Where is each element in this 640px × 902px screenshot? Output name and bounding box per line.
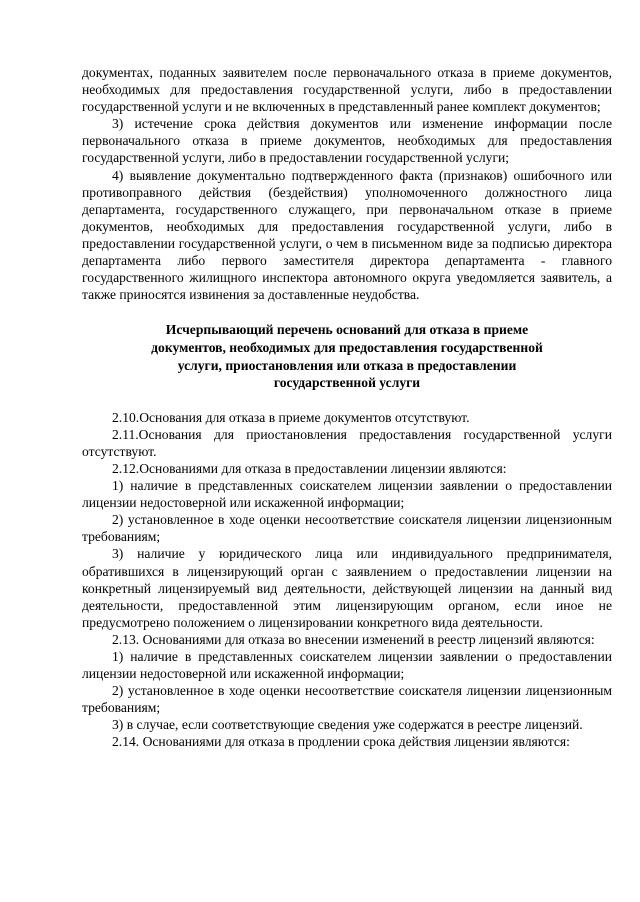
heading-line: государственной услуги xyxy=(273,375,421,391)
paragraph-item-4: 4) выявление документально подтвержденного факта (признаков) ошибочного или противоправного действия (бездействия) уполномоченного должностного лица департамента, государственного служащего, при первоначальном отказе в приеме документов, необходимых для предоставления государственной услуги, либо в предоставлении государственной услуги, о чем в письменном виде за подписью директора департамента либо первого заместителя директора департамента - главного государственного жилищного инспектора автономного округа уведомляется заявитель, а также приносятся извинения за доставленные неудобства. xyxy=(82,167,612,303)
paragraph-item-3: 3) истечение срока действия документов или изменение информации после первоначального отказа в приеме документов, необходимых для предоставления государственной услуги, либо в предоставлении государственной услуги; xyxy=(82,116,612,166)
paragraph-2-14: 2.14. Основаниями для отказа в продлении срока действия лицензии являются: xyxy=(112,734,570,750)
heading-line: Исчерпывающий перечень оснований для отказа в приеме xyxy=(165,322,529,338)
paragraph-2-13-item-2: 2) установленное в ходе оценки несоответствие соискателя лицензии лицензионным требованиям; xyxy=(82,683,612,716)
paragraph-2-12-item-2: 2) установленное в ходе оценки несоответствие соискателя лицензии лицензионным требованиям; xyxy=(82,512,612,545)
paragraph-2-12-item-3: 3) наличие у юридического лица или индивидуального предпринимателя, обратившихся в лицензирующий орган с заявлением о предоставлении лицензии на конкретный лицензируемый вид деятельности, действующей лицензии на данный вид деятельности, предоставленной этим лицензирующим органом, если иное не предусмотрено положением о лицензировании конкретного вида деятельности. xyxy=(82,546,612,630)
bottom-section xyxy=(82,409,612,751)
section-heading xyxy=(82,321,612,391)
paragraph-2-13-item-1: 1) наличие в представленных соискателем лицензии заявлении о предоставлении лицензии недостоверной или искаженной информации; xyxy=(82,649,612,682)
paragraph-2-13: 2.13. Основаниями для отказа во внесении изменений в реестр лицензий являются: xyxy=(112,631,595,647)
paragraph-2-13-item-3: 3) в случае, если соответствующие сведения уже содержатся в реестре лицензий. xyxy=(112,717,583,733)
paragraph-2-11: 2.11.Основания для приостановления предоставления государственной услуги отсутствуют. xyxy=(82,426,612,459)
paragraph-2-12: 2.12.Основаниями для отказа в предоставлении лицензии являются: xyxy=(112,460,507,476)
heading-line: услуги, приостановления или отказа в предоставлении xyxy=(177,357,517,373)
top-section xyxy=(82,64,612,303)
paragraph-2-12-item-1: 1) наличие в представленных соискателем лицензии заявлении о предоставлении лицензии недостоверной или искаженной информации; xyxy=(82,478,612,511)
heading-line: документов, необходимых для предоставления государственной xyxy=(151,339,543,355)
paragraph-continuation: документах, поданных заявителем после первоначального отказа в приеме документов, необходимых для предоставления государственной услуги, либо в предоставлении государственной услуги и не включенных в представленный ранее комплект документов; xyxy=(82,65,612,115)
paragraph-2-10: 2.10.Основания для отказа в приеме документов отсутствуют. xyxy=(112,409,470,425)
